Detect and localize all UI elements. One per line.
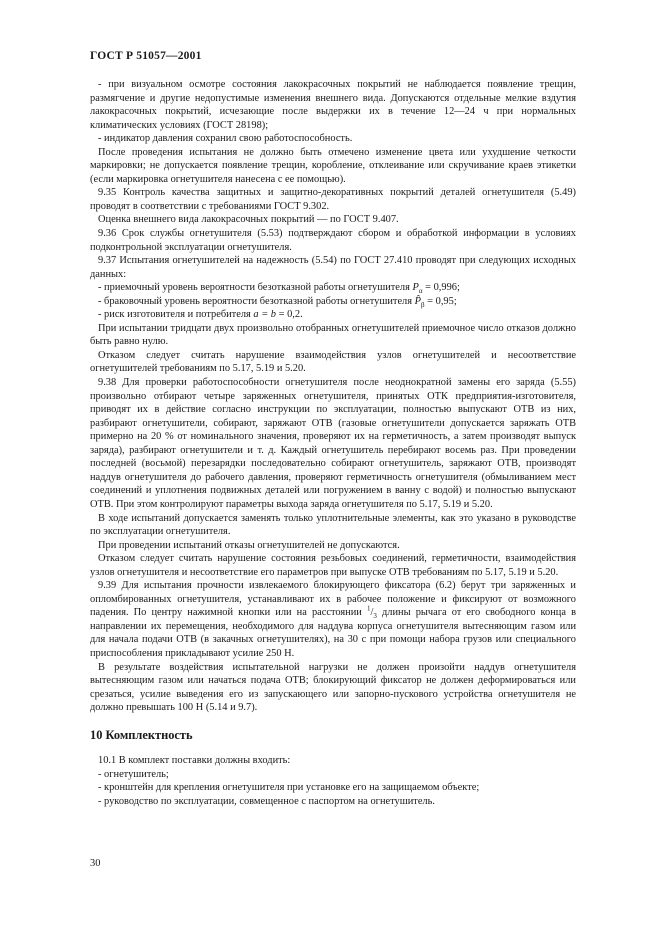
- paragraph-9-39: 9.39 Для испытания прочности извлекаемого блокирующего фиксатора (6.2) берут три заряженных и опломбированных огнетушителя, устанавливают их в рабочее положение и фиксируют от возможного падения. По центру нажимной кнопки или на расстоянии $^1/_3$ длины рычага от его свободного конца в направлении их перемещения, необходимого для наддува корпуса огнетушителя вытесняющим газом или для начала подачи ОТВ (в закачных огнетушителях), на 30 с при помощи набора грузов или специального приспособления прикладывают усилие 250 Н.: [90, 580, 576, 659]
- reliability-text: - браковочный уровень вероятности безотказной работы огнетушителя: [98, 295, 413, 307]
- formula-symbol: P̂: [414, 295, 421, 307]
- list-item: - кронштейн для крепления огнетушителя при установке его на защищаемом объекте;: [98, 782, 480, 794]
- page-body: [90, 78, 576, 808]
- reliability-line-rejection: [90, 295, 576, 309]
- paragraph: 9.37 Испытания огнетушителей на надежность (5.54) по ГОСТ 27.410 проводят при следующих исходных данных:: [90, 255, 576, 280]
- fraction-numerator: 1: [367, 604, 371, 613]
- paragraph: Отказом следует считать нарушение взаимодействия узлов огнетушителей и несоответствие огнетушителей требованиям по 5.17, 5.19 и 5.20.: [90, 349, 576, 375]
- reliability-line-risk: [90, 308, 576, 322]
- fraction-denominator: 3: [373, 612, 377, 621]
- paragraph: После проведения испытания не должно быть отмечено изменение цвета или ухудшение четкости маркировки; не допускается появление трещин, коробление, отклеивание или скручивание краев этикетки (если маркировка огнетушителя нанесена с ее помощью).: [90, 146, 576, 185]
- list-item: - руководство по эксплуатации, совмещенное с паспортом на огнетушитель.: [98, 795, 435, 807]
- paragraph: При проведении испытаний отказы огнетушителей не допускаются.: [98, 539, 400, 551]
- page-number: 30: [90, 858, 101, 869]
- formula-value: = 0,2.: [278, 309, 303, 321]
- formula-expression: a = b: [253, 309, 277, 321]
- paragraph-text: длины рычага от его свободного конца в направлении их перемещения, необходимого для наддува корпуса огнетушителя вытесняющим газом или для начала подачи ОТВ (в закачных огнетушителях), на 30 с при помощи набора грузов или специального приспособления прикладывают усилие 250 Н.: [90, 607, 576, 659]
- formula-value: = 0,996;: [425, 282, 460, 294]
- reliability-text: - приемочный уровень вероятности безотказной работы огнетушителя: [98, 282, 410, 294]
- section-title: 10 Комплектность: [90, 727, 193, 742]
- formula-subscript: β: [421, 300, 425, 309]
- paragraph: - при визуальном осмотре состояния лакокрасочных покрытий не наблюдается появление трещин, размягчение и другие недопустимые изменения внешнего вида. Допускаются отдельные мелкие вздутия лакокрасочных покрытий, исчезающие после выдержки их в течение 12—24 ч при нормальных климатических условиях (ГОСТ 28198);: [90, 79, 576, 131]
- formula-symbol: P: [412, 282, 419, 294]
- formula-subscript: α: [418, 287, 423, 296]
- formula-value: = 0,95;: [427, 295, 457, 307]
- paragraph-text: 9.39 Для испытания прочности извлекаемого блокирующего фиксатора (6.2) берут три заряженных и опломбированных огнетушителя, устанавливают их в рабочее положение и фиксируют от возможного падения. По центру нажимной кнопки или на расстоянии: [90, 580, 576, 619]
- paragraph: В результате воздействия испытательной нагрузки не должен произойти наддув огнетушителя вытесняющим газом или начаться подача ОТВ; блокирующий фиксатор не должен деформироваться или срезаться, усилие выведения его из запускающего или запорно-пускового устройства огнетушителя не должно превышать 100 Н (5.14 и 9.7).: [90, 661, 576, 714]
- list-item: - огнетушитель;: [98, 768, 169, 780]
- paragraph: 9.38 Для проверки работоспособности огнетушителя после неоднократной замены его заряда (5.55) произвольно отбирают четыре заряженных огнетушителя, принятых ОТК предприятия-изготовителя, приводят их в действие согласно инструкции по эксплуатации, полностью выпускают ОТВ из них, разбирают огнетушители, собирают, заряжают ОТВ (газовые огнетушители допускается заряжать ОТВ примерно на 20 % от номинального значения, проверяют их на герметичность, а затем производят выпуск заряда), разбирают огнетушители и т. д. Каждый огнетушитель перебирают восемь раз. При проведении последней (восьмой) перезарядки последовательно собирают огнетушитель, заряжают ОТВ, производят наддув огнетушителя до рабочего давления, проверяют герметичность огнетушителя (обмыливанием мест соединений и уплотнения подвижных деталей или погружением в ванну с водой) и полностью выпускают ОТВ. При этом контролируют параметры выхода заряда огнетушителя по 5.17, 5.19 и 5.20.: [90, 377, 576, 510]
- paragraph: Оценка внешнего вида лакокрасочных покрытий — по ГОСТ 9.407.: [98, 214, 399, 226]
- paragraph: 9.35 Контроль качества защитных и защитно-декоративных покрытий деталей огнетушителя (5.49) проводят в соответствии с требованиями ГОСТ 9.302.: [90, 187, 576, 212]
- section-intro: 10.1 В комплект поставки должны входить:: [98, 755, 291, 767]
- paragraph: При испытании тридцати двух произвольно отобранных огнетушителей приемочное число отказов должно быть равно нулю.: [90, 322, 576, 348]
- reliability-text: - риск изготовителя и потребителя: [98, 309, 251, 321]
- reliability-line-acceptance: [90, 281, 576, 295]
- document-header: ГОСТ Р 51057—2001: [90, 50, 202, 62]
- paragraph: В ходе испытаний допускается заменять только уплотнительные элементы, как это указано в руководстве по эксплуатации огнетушителя.: [90, 512, 576, 538]
- paragraph: Отказом следует считать нарушение состояния резьбовых соединений, герметичности, взаимодействия узлов огнетушителя и несоответствие его параметров при выпуске ОТВ требованиям по 5.17, 5.19 и 5.20.: [90, 553, 576, 578]
- paragraph: 9.36 Срок службы огнетушителя (5.53) подтверждают сбором и обработкой информации в условиях подконтрольной эксплуатации огнетушителя.: [90, 228, 576, 253]
- paragraph: - индикатор давления сохранил свою работоспособность.: [98, 133, 353, 145]
